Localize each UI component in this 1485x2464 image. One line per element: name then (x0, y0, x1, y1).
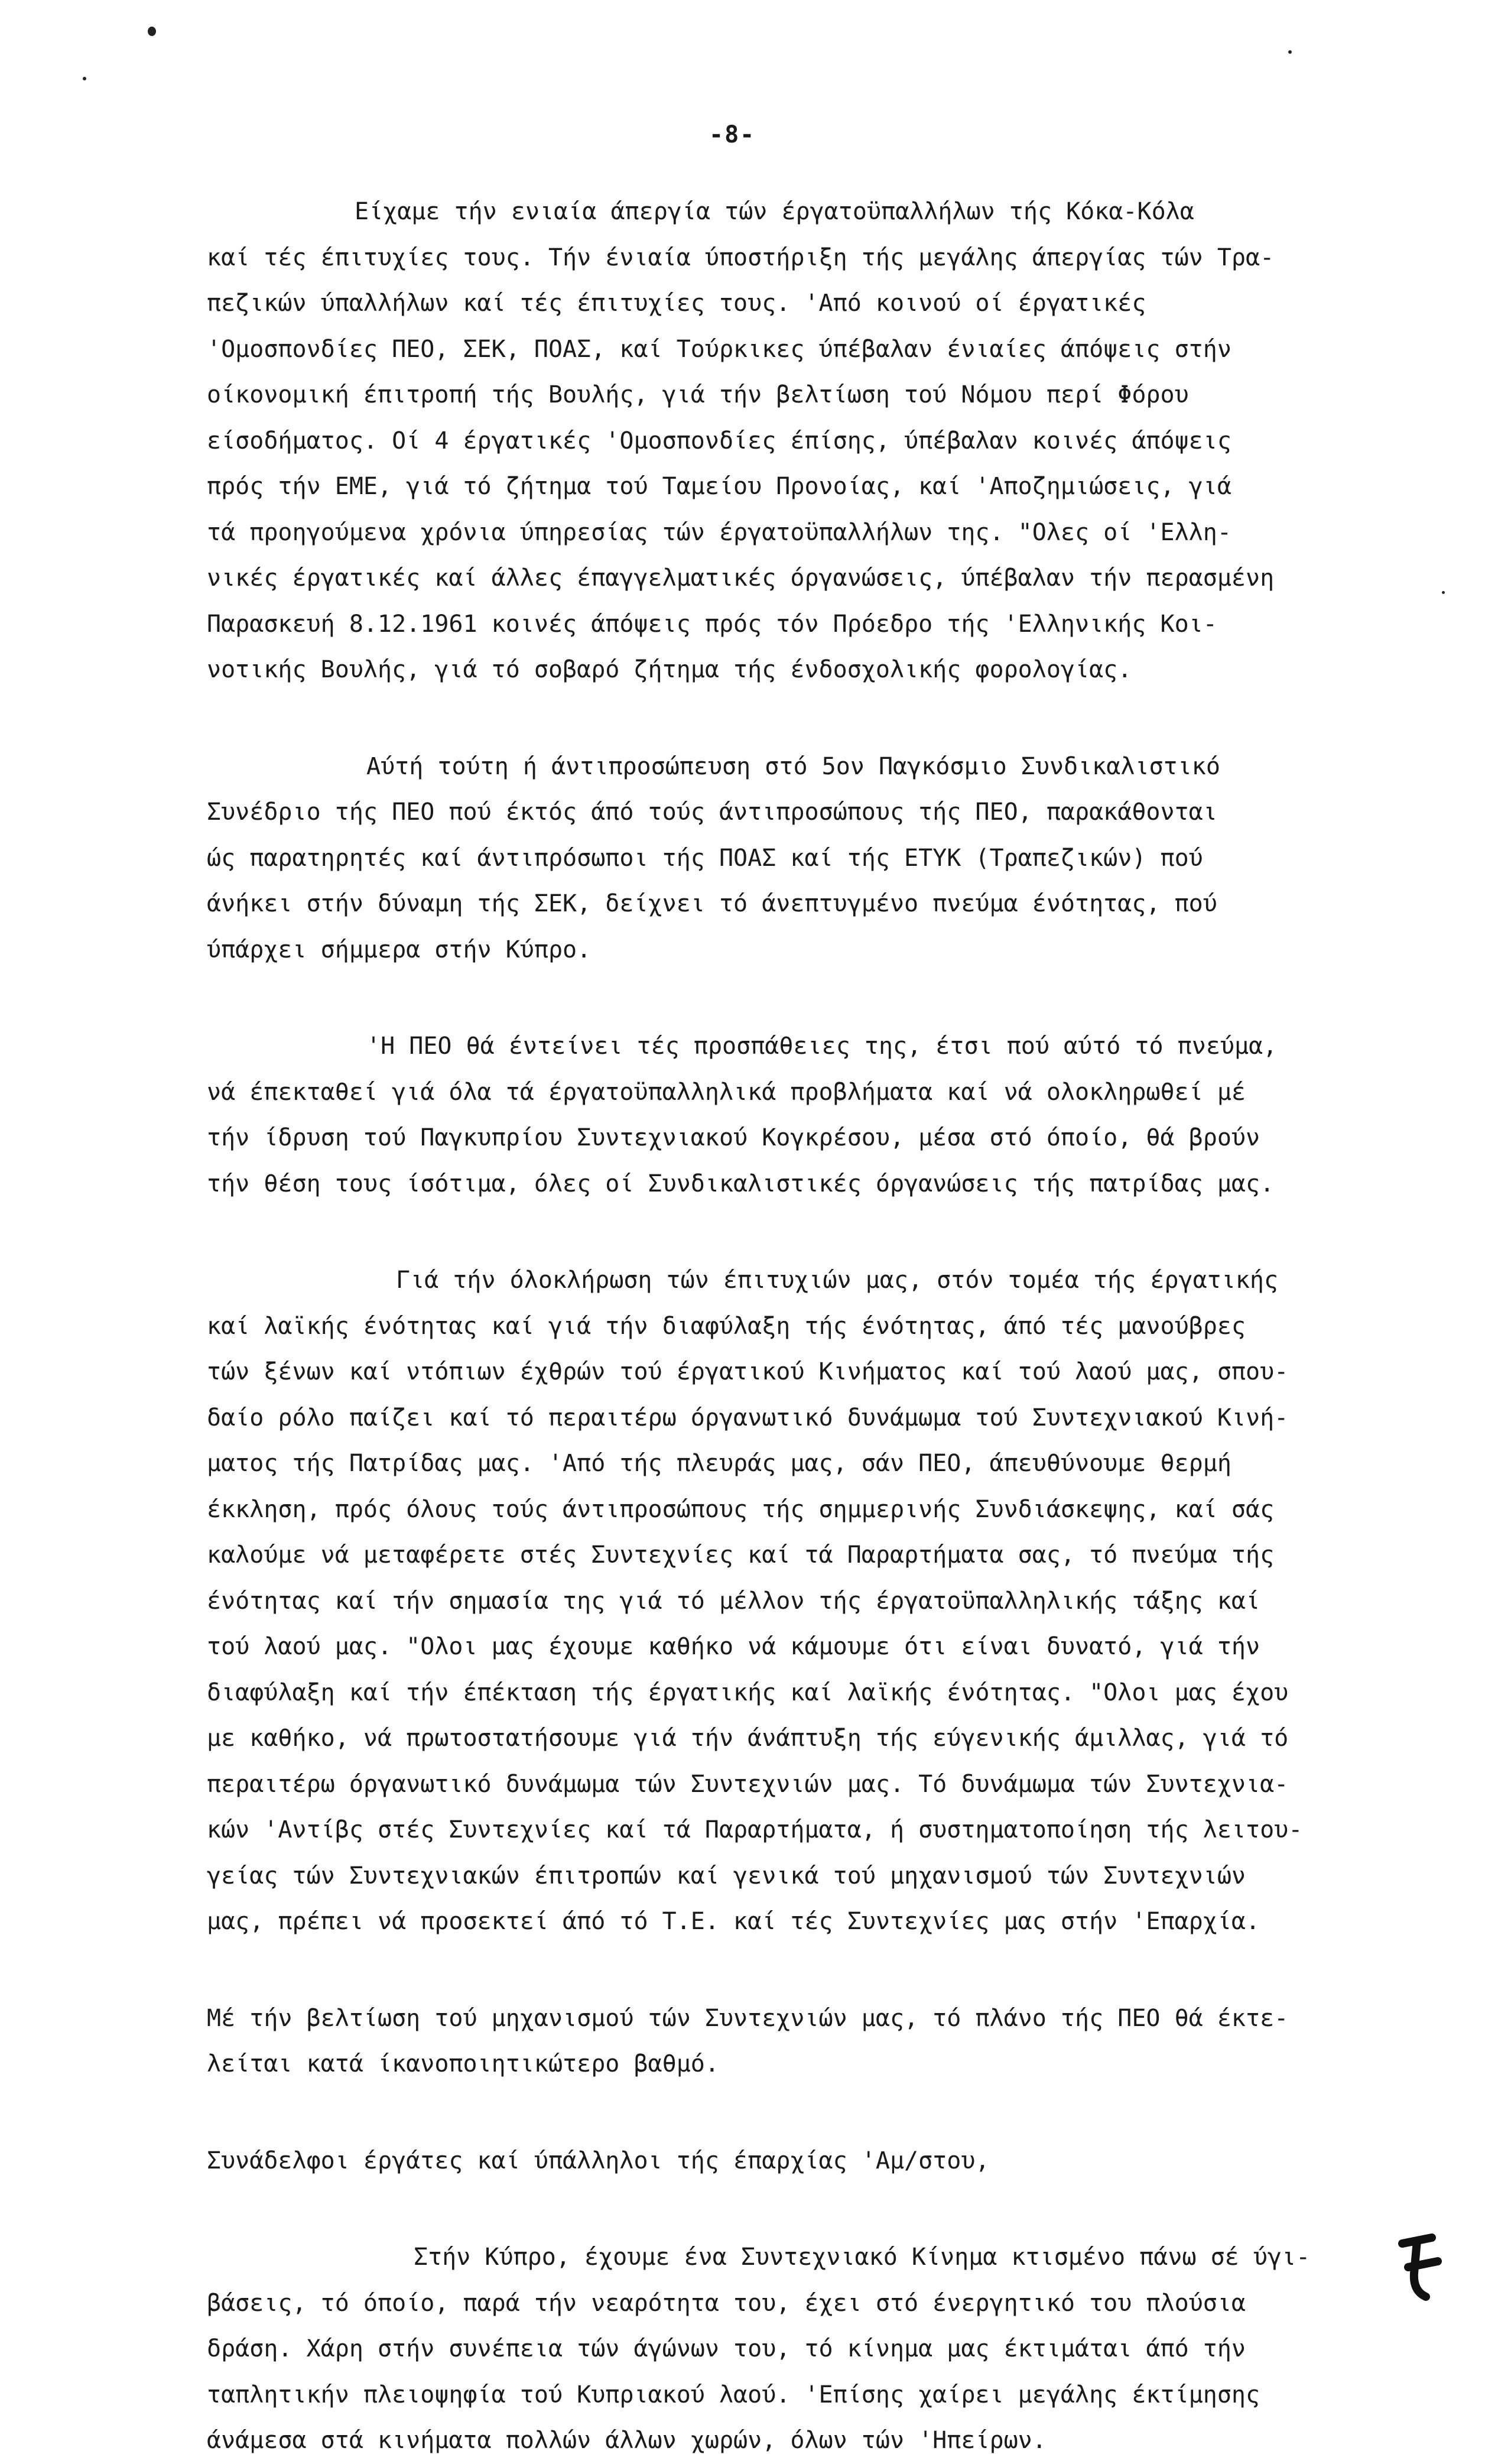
text-line: οίκονομική έπιτροπή τής Βουλής, γιά τήν βελτίωση τού Νόμου περί Φόρου (207, 381, 1189, 408)
text-line: είσοδήματος. Οί 4 έργατικές 'Ομοσπονδίες έπίσης, ύπέβαλαν κοινές άπόψεις (207, 427, 1231, 455)
scan-speck (1442, 591, 1445, 594)
paragraph (207, 1996, 1418, 2088)
document-body (207, 189, 1418, 2464)
text-line: ώς παρατηρητές καί άντιπρόσωποι τής ΠΟΑΣ καί τής ΕΤΥΚ (Τραπεζικών) πού (207, 844, 1203, 872)
text-line: Συνέδριο τής ΠΕΟ πού έκτός άπό τούς άντιπροσώπους τής ΠΕΟ, παρακάθονται (207, 798, 1217, 826)
text-line: Παρασκευή 8.12.1961 κοινές άπόψεις πρός τόν Πρόεδρο τής 'Ελληνικής Κοι- (207, 610, 1217, 638)
scan-speck (1288, 50, 1292, 54)
text-line: καλούμε νά μεταφέρετε στές Συντεχνίες καί τά Παραρτήματα σας, τό πνεύμα τής (207, 1541, 1275, 1569)
text-line: άνάμεσα στά κινήματα πολλών άλλων χωρών, όλων τών 'Ηπείρων. (207, 2427, 1047, 2454)
paragraph-gap (207, 2088, 1418, 2138)
text-line: ματος τής Πατρίδας μας. 'Από τής πλευράς μας, σάν ΠΕΟ, άπευθύνουμε θερμή (207, 1450, 1231, 1477)
text-line: τήν θέση τους ίσότιμα, όλες οί Συνδικαλιστικές όργανώσεις τής πατρίδας μας. (207, 1170, 1275, 1197)
text-line: βάσεις, τό όποίο, παρά τήν νεαρότητα του, έχει στό ένεργητικό του πλούσια (207, 2289, 1246, 2317)
text-line: Αύτή τούτη ή άντιπροσώπευση στό 5ον Παγκόσμιο Συνδικαλιστικό (366, 752, 1220, 780)
text-line: τών ξένων καί ντόπιων έχθρών τού έργατικού Κινήματος καί τού λαού μας, σπου- (207, 1358, 1289, 1385)
text-line: Γιά τήν όλοκλήρωση τών έπιτυχιών μας, στόν τομέα τής έργατικής (396, 1267, 1279, 1294)
text-line: άνήκει στήν δύναμη τής ΣΕΚ, δείχνει τό άνεπτυγμένο πνεύμα ένότητας, πού (207, 890, 1217, 917)
text-line: πεζικών ύπαλλήλων καί τές έπιτυχίες τους. 'Από κοινού οί έργατικές (207, 290, 1146, 317)
paragraph (207, 2235, 1418, 2464)
text-line: λείται κατά ίκανοποιητικώτερο βαθμό. (207, 2050, 719, 2077)
text-line: καί λαϊκής ένότητας καί γιά τήν διαφύλαξη τής ένότητας, άπό τές μανούβρες (207, 1312, 1246, 1340)
paragraph-gap (207, 973, 1418, 1024)
text-line: Στήν Κύπρο, έχουμε ένα Συντεχνιακό Κίνημα κτισμένο πάνω σέ ύγι- (414, 2244, 1311, 2271)
text-line: καί τές έπιτυχίες τους. Τήν ένιαία ύποστήριξη τής μεγάλης άπεργίας τών Τρα- (207, 244, 1275, 271)
text-line: νά έπεκταθεί γιά όλα τά έργατοϋπαλληλικά προβλήματα καί νά ολοκληρωθεί μέ (207, 1078, 1246, 1106)
paragraph (207, 1024, 1418, 1207)
handwritten-mark (1390, 2226, 1450, 2309)
paragraph (207, 1258, 1418, 1945)
paragraph (207, 744, 1418, 973)
text-line: κών 'Αντίβς στές Συντεχνίες καί τά Παραρτήματα, ή συστηματοποίηση τής λειτου- (207, 1816, 1303, 1843)
text-line: ταπλητικήν πλειοψηφία τού Κυπριακού λαού. 'Επίσης χαίρει μεγάλης έκτίμησης (207, 2381, 1260, 2408)
text-line: γείας τών Συντεχνιακών έπιτροπών καί γενικά τού μηχανισμού τών Συντεχνιών (207, 1862, 1246, 1890)
text-line: έκκληση, πρός όλους τούς άντιπροσώπους τής σημμερινής Συνδιάσκεψης, καί σάς (207, 1495, 1275, 1523)
text-line: τήν ίδρυση τού Παγκυπρίου Συντεχνιακού Κογκρέσου, μέσα στό όποίο, θά βρούν (207, 1124, 1260, 1151)
text-line: διαφύλαξη καί τήν έπέκταση τής έργατικής καί λαϊκής ένότητας. "Ολοι μας έχου (207, 1679, 1289, 1706)
text-line: πρός τήν ΕΜΕ, γιά τό ζήτημα τού Ταμείου Προνοίας, καί 'Αποζημιώσεις, γιά (207, 473, 1231, 500)
text-line: νικές έργατικές καί άλλες έπαγγελματικές όργανώσεις, ύπέβαλαν τήν περασμένη (207, 564, 1275, 592)
paragraph-gap (207, 1945, 1418, 1996)
text-line: δαίο ρόλο παίζει καί τό περαιτέρω όργανωτικό δυνάμωμα τού Συντεχνιακού Κινή- (207, 1404, 1289, 1431)
text-line: τά προηγούμενα χρόνια ύπηρεσίας τών έργατοϋπαλλήλων της. "Ολες οί 'Ελλη- (207, 518, 1231, 546)
text-line: ύπάρχει σήμμερα στήν Κύπρο. (207, 936, 592, 963)
paragraph-gap (207, 1207, 1418, 1258)
text-line: Συνάδελφοι έργάτες καί ύπάλληλοι τής έπαρχίας 'Αμ/στου, (207, 2147, 990, 2174)
text-line: ένότητας καί τήν σημασία της γιά τό μέλλον τής έργατοϋπαλληλικής τάξης καί (207, 1587, 1260, 1615)
text-line: με καθήκο, νά πρωτοστατήσουμε γιά τήν άνάπτυξη τής εύγενικής άμιλλας, γιά τό (207, 1725, 1289, 1752)
page-number: -8- (709, 121, 756, 148)
text-line: νοτικής Βουλής, γιά τό σοβαρό ζήτημα τής ένδοσχολικής φορολογίας. (207, 656, 1132, 683)
paragraph (207, 189, 1418, 693)
text-line: περαιτέρω όργανωτικό δυνάμωμα τών Συντεχνιών μας. Τό δυνάμωμα τών Συντεχνια- (207, 1770, 1289, 1798)
paragraph (207, 2138, 1418, 2184)
text-line: 'Ομοσπονδίες ΠΕΟ, ΣΕΚ, ΠΟΑΣ, καί Τούρκικες ύπέβαλαν ένιαίες άπόψεις στήν (207, 335, 1231, 363)
text-line: Μέ τήν βελτίωση τού μηχανισμού τών Συντεχνιών μας, τό πλάνο τής ΠΕΟ θά έκτε- (207, 2004, 1289, 2032)
text-line: τού λαού μας. "Ολοι μας έχουμε καθήκο νά κάμουμε ότι είναι δυνατό, γιά τήν (207, 1633, 1260, 1660)
text-line: δράση. Χάρη στήν συνέπεια τών άγώνων του, τό κίνημα μας έκτιμάται άπό τήν (207, 2335, 1246, 2362)
scan-speck (148, 27, 156, 36)
scan-speck (83, 77, 86, 80)
text-line: 'Η ΠΕΟ θά έντείνει τές προσπάθειες της, έτσι πού αύτό τό πνεύμα, (366, 1033, 1278, 1060)
paragraph-gap (207, 2184, 1418, 2235)
text-line: μας, πρέπει νά προσεκτεί άπό τό Τ.Ε. καί τές Συντεχνίες μας στήν 'Επαρχία. (207, 1908, 1260, 1935)
paragraph-gap (207, 693, 1418, 744)
text-line: Είχαμε τήν ενιαία άπεργία τών έργατοϋπαλλήλων τής Κόκα-Κόλα (355, 198, 1194, 225)
